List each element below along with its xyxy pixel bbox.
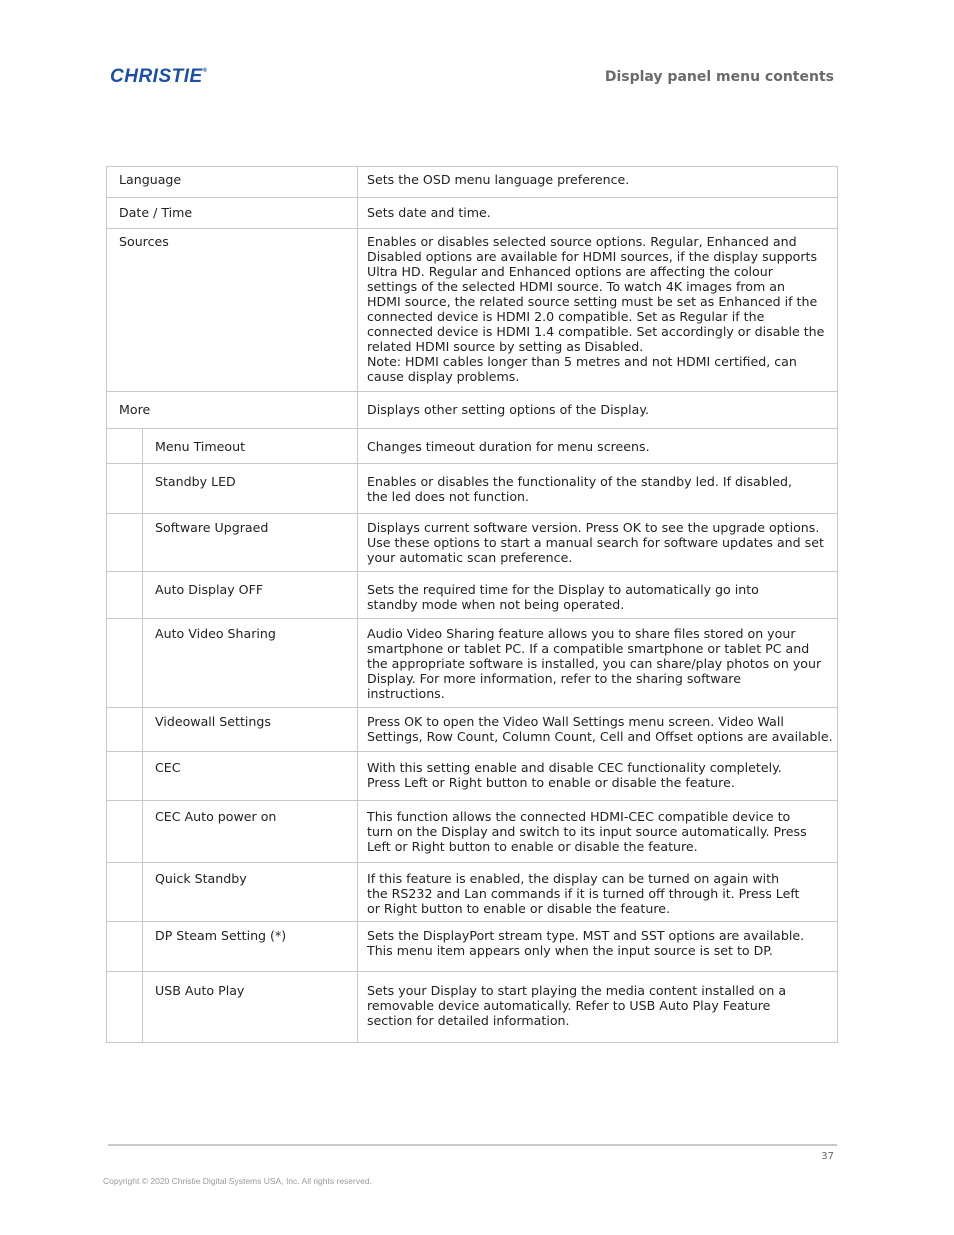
row-description: Sets the DisplayPort stream type. MST and SST options are available. This menu item appears only when the input source is set to DP. [358,922,838,972]
menu-contents-table [106,166,838,1043]
table-row [107,708,838,752]
row-label: DP Steam Setting (*) [143,922,358,972]
table-row [107,198,838,229]
table-row [107,429,838,464]
row-description: Enables or disables selected source options. Regular, Enhanced and Disabled options are available for HDMI sources, if the display supports Ultra HD. Regular and Enhanced options are affecting the colour settings of the selected HDMI source. To watch 4K images from an HDMI source, the related source setting must be set as Enhanced if the connected device is HDMI 2.0 compatible. Set as Regular if the connected device is HDMI 1.4 compatible. Set accordingly or disable the related HDMI source by setting as Disabled. Note: HDMI cables longer than 5 metres and not HDMI certified, can cause display problems. [358,229,838,392]
row-label: More [107,392,358,429]
indent-cell [107,572,143,619]
row-description: If this feature is enabled, the display can be turned on again with the RS232 and Lan commands if it is turned off through it. Press Left or Right button to enable or disable the feature. [358,863,838,922]
row-label: Videowall Settings [143,708,358,752]
row-label: Date / Time [107,198,358,229]
row-description: Sets the OSD menu language preference. [358,167,838,198]
page-number: 37 [821,1151,834,1162]
table-row [107,972,838,1043]
indent-cell [107,708,143,752]
row-description: Displays current software version. Press OK to see the upgrade options. Use these options to start a manual search for software updates and set your automatic scan preference. [358,514,838,572]
indent-cell [107,972,143,1043]
row-description: Sets your Display to start playing the media content installed on a removable device automatically. Refer to USB Auto Play Feature section for detailed information. [358,972,838,1043]
table-row [107,752,838,801]
row-label: Menu Timeout [143,429,358,464]
row-label: Standby LED [143,464,358,514]
copyright-notice: Copyright © 2020 Christie Digital Systems USA, Inc. All rights reserved. [103,1176,372,1186]
table-row [107,863,838,922]
row-description: Changes timeout duration for menu screens. [358,429,838,464]
indent-cell [107,922,143,972]
indent-cell [107,752,143,801]
row-label: CEC [143,752,358,801]
christie-logo [110,66,208,88]
row-label: Sources [107,229,358,392]
row-description: With this setting enable and disable CEC functionality completely. Press Left or Right button to enable or disable the feature. [358,752,838,801]
row-description: This function allows the connected HDMI-CEC compatible device to turn on the Display and switch to its input source automatically. Press Left or Right button to enable or disable the feature. [358,801,838,863]
table-row [107,229,838,392]
row-label: Language [107,167,358,198]
table-row [107,514,838,572]
row-label: CEC Auto power on [143,801,358,863]
row-description: Displays other setting options of the Display. [358,392,838,429]
indent-cell [107,801,143,863]
logo-registered-mark: ® [202,68,208,74]
indent-cell [107,514,143,572]
table-row [107,801,838,863]
row-description: Sets the required time for the Display to automatically go into standby mode when not being operated. [358,572,838,619]
section-title: Display panel menu contents [604,69,834,85]
row-label: Auto Display OFF [143,572,358,619]
table-row [107,464,838,514]
indent-cell [107,429,143,464]
row-label: Auto Video Sharing [143,619,358,708]
indent-cell [107,619,143,708]
indent-cell [107,464,143,514]
row-label: Software Upgraed [143,514,358,572]
row-description: Audio Video Sharing feature allows you to share files stored on your smartphone or tablet PC. If a compatible smartphone or tablet PC and the appropriate software is installed, you can share/play photos on your Display. For more information, refer to the sharing software instructions. [358,619,838,708]
row-label: USB Auto Play [143,972,358,1043]
logo-text: CHRISTIE [110,66,203,87]
table-row [107,922,838,972]
row-description: Enables or disables the functionality of the standby led. If disabled, the led does not function. [358,464,838,514]
row-label: Quick Standby [143,863,358,922]
table-row [107,167,838,198]
table-row [107,619,838,708]
table-row [107,392,838,429]
row-description: Sets date and time. [358,198,838,229]
row-description: Press OK to open the Video Wall Settings menu screen. Video Wall Settings, Row Count, Column Count, Cell and Offset options are available. [358,708,838,752]
indent-cell [107,863,143,922]
table-row [107,572,838,619]
footer-divider [108,1144,837,1146]
